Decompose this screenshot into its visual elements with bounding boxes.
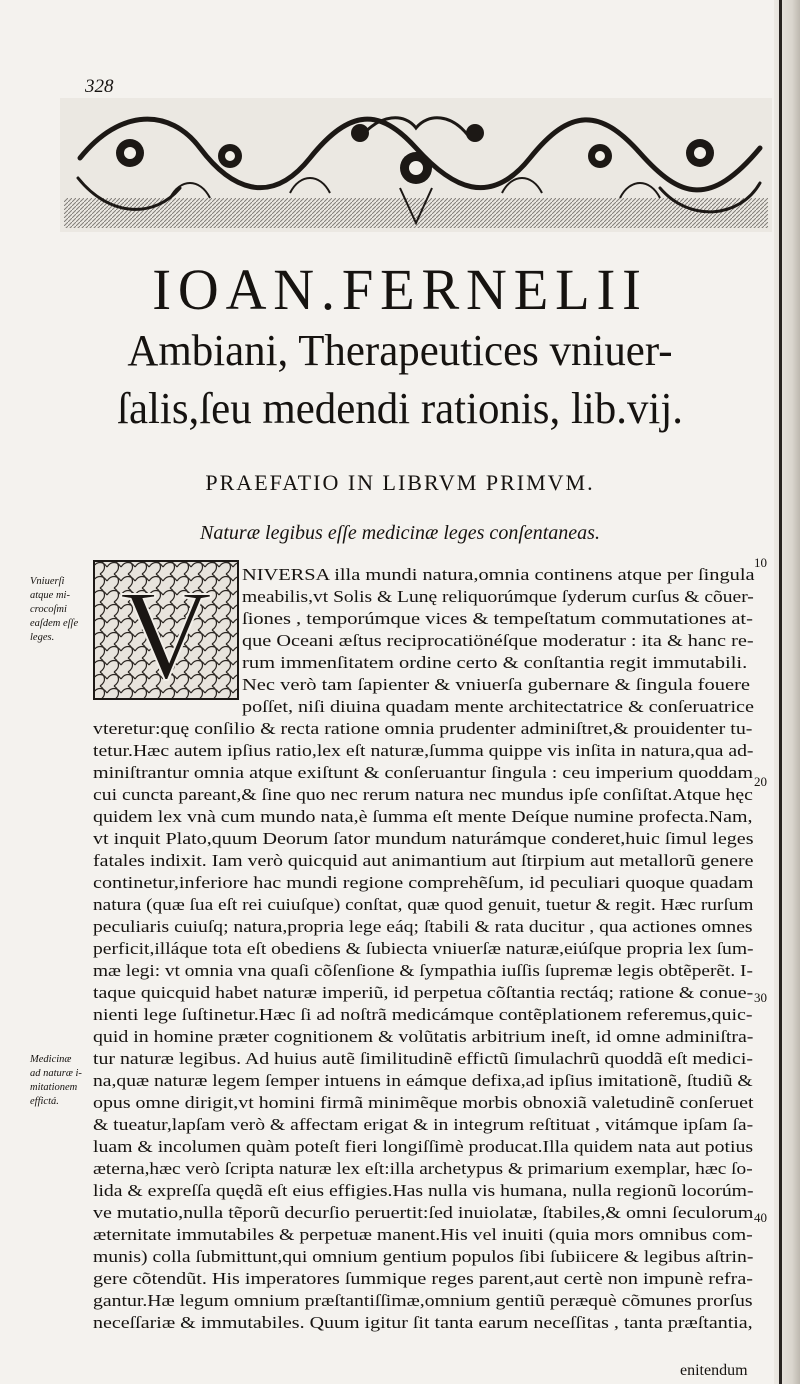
preface-heading: PRAEFATIO IN LIBRVM PRIMVM. <box>205 470 595 495</box>
body-line: peculiaris cuiuſq; natura,propria lege eáq; ſtabili & rata ducitur , qua actiones omnes <box>93 917 753 936</box>
margin-note-line: ad naturæ i- <box>30 1068 82 1079</box>
body-line: & tueatur,lapſam verò & affectam erigat & in integrum reſtituat , vitámque ipſam ſa- <box>93 1115 754 1134</box>
body-line: neceſſariæ & immutabiles. Quum igitur ſit tanta earum neceſſitas , tanta præſtantia, <box>93 1313 753 1332</box>
body-line: vteretur:quę conſilio & recta ratione omnia prudenter adminiſtret,& prouidenter tu- <box>93 719 753 738</box>
body-line: que Oceani æſtus reciprocatiönéſque moderatur : ita & hanc re- <box>242 631 754 650</box>
body-line: miniſtrantur omnia atque exiſtunt & conſeruantur ſingula : ceu imperium quoddam <box>93 763 753 782</box>
body-line: æternitate immutabiles & perpetuæ manent.His vel inuiti (quia mors omnibus com- <box>93 1225 753 1244</box>
body-line: gantur.Hæ legum omnium præſtantiſſimæ,omnium gentiũ peræquè cõmunes prorſus <box>93 1291 753 1310</box>
body-line: luam & incolumen quàm poteſt fieri longiſſimè producat.Illa quidem nata aut potius <box>93 1137 754 1156</box>
decorated-initial-v <box>93 560 239 700</box>
body-line: nienti lege ſuſtinetur.Hæc ſi ad noſtrã medicámque contẽplationem referemus,quic- <box>93 1005 753 1024</box>
body-line: munis) colla ſubmittunt,qui omnium gentium populos ſibi ſubiicere & legibus aſtrin- <box>93 1247 754 1266</box>
body-line: quidem lex vnà cum mundo nata,è ſumma eſt mente Deíque numine profecta.Nam, <box>93 807 753 826</box>
body-line: cui cuncta pareant,& ſine quo nec rerum natura nec mundus ipſe conſiſtat.Atque hęc <box>93 785 753 804</box>
body-line: taque quicquid habet naturæ imperiũ, id perpetua cõſtantia rectáq; ratione & conue- <box>93 983 754 1002</box>
margin-note-line: mitationem <box>30 1082 78 1093</box>
body-line: vt inquit Plato,quum Deorum ſator mundum naturámque conderet,huic ſimul leges <box>93 829 754 848</box>
catchword: enitendum <box>680 1362 748 1379</box>
margin-note-line: eaſdem eſſe <box>30 618 79 629</box>
body-line: meabilis,vt Solis & Lunę reliquorúmque ſyderum curſus & cõuer- <box>242 587 754 606</box>
book-spine-shadow <box>779 0 782 1384</box>
title-line-3: ſalis,ſeu medendi rationis, lib.vij. <box>117 384 683 433</box>
margin-note-line: atque mi- <box>30 590 70 601</box>
body-line: tur naturæ legibus. Ad huius autẽ ſimilitudinẽ effictũ ſimulachrũ quoddã eſt medici- <box>93 1049 753 1068</box>
margin-note-line: Medicinæ <box>30 1054 72 1065</box>
page-edge <box>774 0 800 1384</box>
margin-note-line: crocoſmi <box>30 604 67 615</box>
body-line: rum immenſitatem ordine certo & conſtantia regit immutabili. <box>242 653 748 672</box>
line-number-40: 40 <box>754 1210 767 1225</box>
body-line: ve mutatio,nulla tẽporũ decurſio peruertit:ſed inuiolatæ, ſtabiles,& omni ſeculorum <box>93 1203 754 1222</box>
title-line-2: Ambiani, Therapeutices vniuer- <box>127 326 673 375</box>
body-line: ſiones , temporúmque vices & tempeſtatum commutationes at- <box>242 609 753 628</box>
chapter-subtitle: Naturæ legibus eſſe medicinæ leges conſentaneas. <box>200 522 600 544</box>
margin-note-line: effictá. <box>30 1096 59 1107</box>
margin-note-2 <box>30 1053 92 1109</box>
body-line: mæ legi: vt omnia vna quaſi cõſenſione & ſympathia iuſſis ſupremæ legis obtẽperẽt. I- <box>93 961 753 980</box>
line-number-10: 10 <box>754 555 767 570</box>
body-line: lida & expreſſa quędã eſt eius effigies.Has nulla vis humana, nulla regionũ locorúm- <box>93 1181 754 1200</box>
body-line: quid in homine præter cognitionem & volũtatis arbitrium ineſt, id omne adminiſtra- <box>93 1027 754 1046</box>
body-line: perficit,illáque tota eſt obediens & ſubiecta vniuerſæ naturæ,eiúſque propria lex ſum- <box>93 939 754 958</box>
margin-note-line: leges. <box>30 632 55 643</box>
margin-note-line: Vniuerſi <box>30 576 65 587</box>
body-line: æterna,hæc verò ſcripta naturæ lex eſt:illa archetypus & primarium exemplar, hæc ſo- <box>93 1159 753 1178</box>
body-line: na,quæ naturæ legem ſemper intuens in eámque defixa,ad ipſius imitationẽ, ſtudiũ & <box>93 1071 753 1090</box>
body-line: opus omne dirigit,vt homini firmã minimẽque morbis obnoxiã valetudinẽ conſeruet <box>93 1093 754 1112</box>
floral-headpiece-ornament <box>60 98 772 232</box>
body-line: poſſet, niſi diuina quadam mente architectatrice & conſeruatrice <box>242 697 754 716</box>
title-line-1: IOAN.FERNELII <box>152 257 648 322</box>
line-number-30: 30 <box>754 990 767 1005</box>
body-line: natura (quæ ſua eſt rei cuiuſque) conſtat, quæ quod genuit, tuetur & regit. Hæc rurſum <box>93 895 754 914</box>
body-line: gere cõtendũt. His imperatores ſummique reges parent,aut certè non impunè refra- <box>93 1269 753 1288</box>
body-line: tetur.Hæc autem ipſius ratio,lex eſt naturæ,ſumma quippe vis inſita in natura,qua ad- <box>93 741 754 760</box>
body-line: fatales indixit. Iam verò quicquid aut animantium aut ſtirpium aut metallorũ genere <box>93 851 754 870</box>
drop-cap-letter: V <box>119 564 213 700</box>
page-number: 328 <box>85 76 114 97</box>
margin-note-1 <box>30 575 92 645</box>
body-line: Nec verò tam ſapienter & vniuerſa gubernare & ſingula fouere <box>242 675 751 694</box>
line-number-20: 20 <box>754 774 767 789</box>
body-line: NIVERSA illa mundi natura,omnia continens atque per ſingula <box>242 565 755 584</box>
body-line: continetur,inferiore hac mundi regione comprehẽſum, id peculiari quoque quadam <box>93 873 754 892</box>
